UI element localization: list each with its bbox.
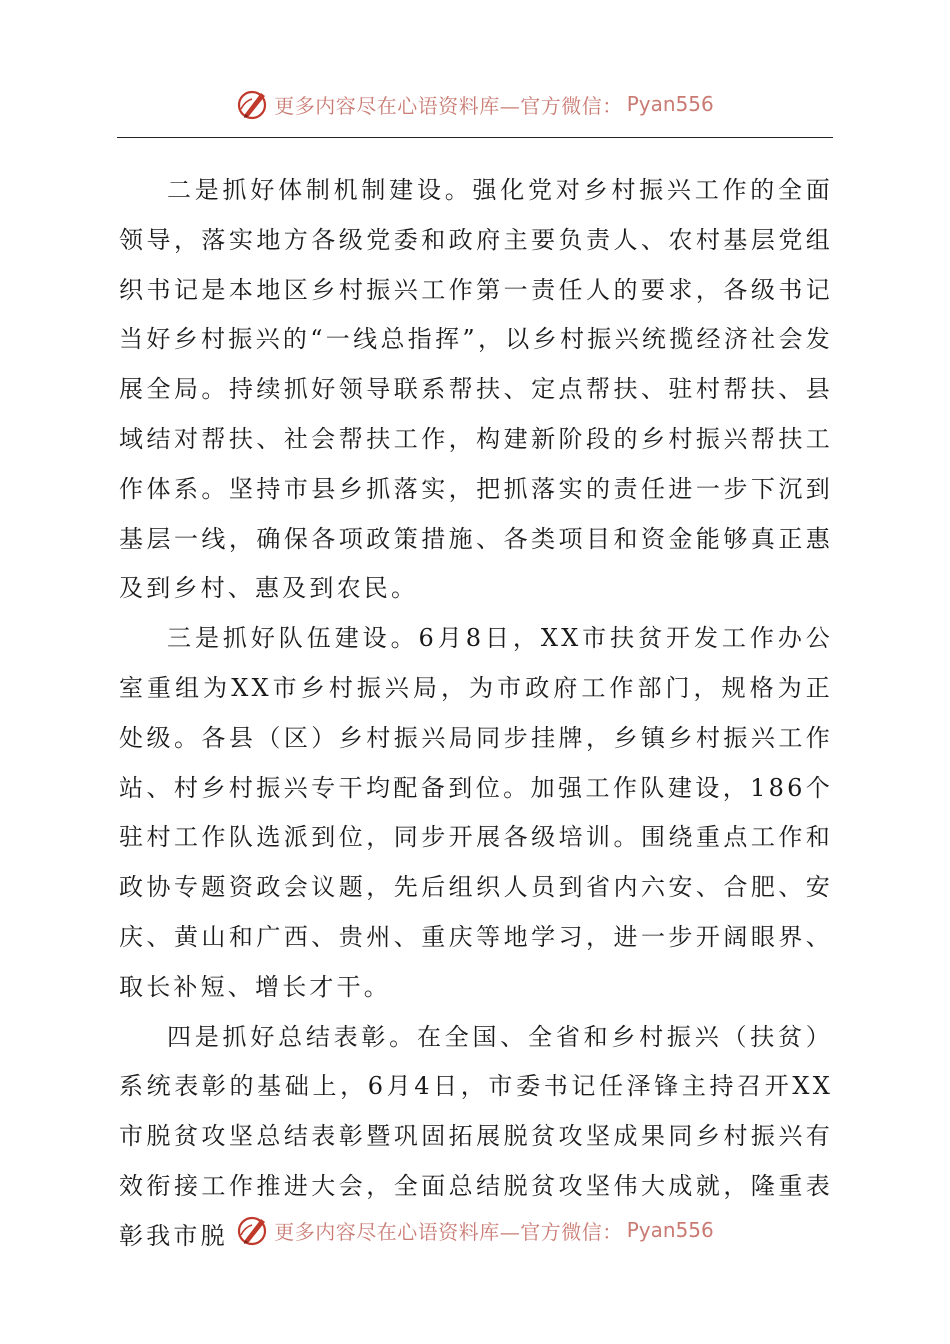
paragraph: 四是抓好总结表彰。在全国、全省和乡村振兴（扶贫）系统表彰的基础上，6月4日，市委书记任泽锋主持召开XX市脱贫攻坚总结表彰暨巩固拓展脱贫攻坚成果同乡村振兴有效衔接工作推进大会，全面总结脱贫攻坚伟大成就，隆重表彰我市脱 (119, 1022, 833, 1250)
page-footer (0, 1208, 950, 1252)
banner-wechat-id: Pyan556 (626, 1218, 714, 1242)
header-banner (236, 87, 714, 121)
banner-wechat-id: Pyan556 (626, 92, 714, 116)
document-body (119, 166, 833, 1262)
banner-text: 更多内容尽在心语资料库—官方微信： (274, 1219, 623, 1244)
banner-text: 更多内容尽在心语资料库—官方微信： (274, 93, 623, 118)
header-divider (117, 137, 833, 138)
paragraph: 三是抓好队伍建设。6月8日，XX市扶贫开发工作办公室重组为XX市乡村振兴局，为市政府工作部门，规格为正处级。各县（区）乡村振兴局同步挂牌，乡镇乡村振兴工作站、村乡村振兴专干均配备到位。加强工作队建设，186个驻村工作队选派到位，同步开展各级培训。围绕重点工作和政协专题资政会议题，先后组织人员到省内六安、合肥、安庆、黄山和广西、贵州、重庆等地学习，进一步开阔眼界、取长补短、增长才干。 (119, 624, 833, 1001)
paragraph: 二是抓好体制机制建设。强化党对乡村振兴工作的全面领导，落实地方各级党委和政府主要负责人、农村基层党组织书记是本地区乡村振兴工作第一责任人的要求，各级书记当好乡村振兴的“一线总指挥”，以乡村振兴统揽经济社会发展全局。持续抓好领导联系帮扶、定点帮扶、驻村帮扶、县域结对帮扶、社会帮扶工作，构建新阶段的乡村振兴帮扶工作体系。坚持市县乡抓落实，把抓落实的责任进一步下沉到基层一线，确保各项政策措施、各类项目和资金能够真正惠及到乡村、惠及到农民。 (119, 176, 833, 603)
pen-logo-icon (236, 87, 270, 121)
pen-logo-icon (236, 1213, 270, 1247)
footer-banner (236, 1213, 714, 1247)
page-header (0, 82, 950, 126)
